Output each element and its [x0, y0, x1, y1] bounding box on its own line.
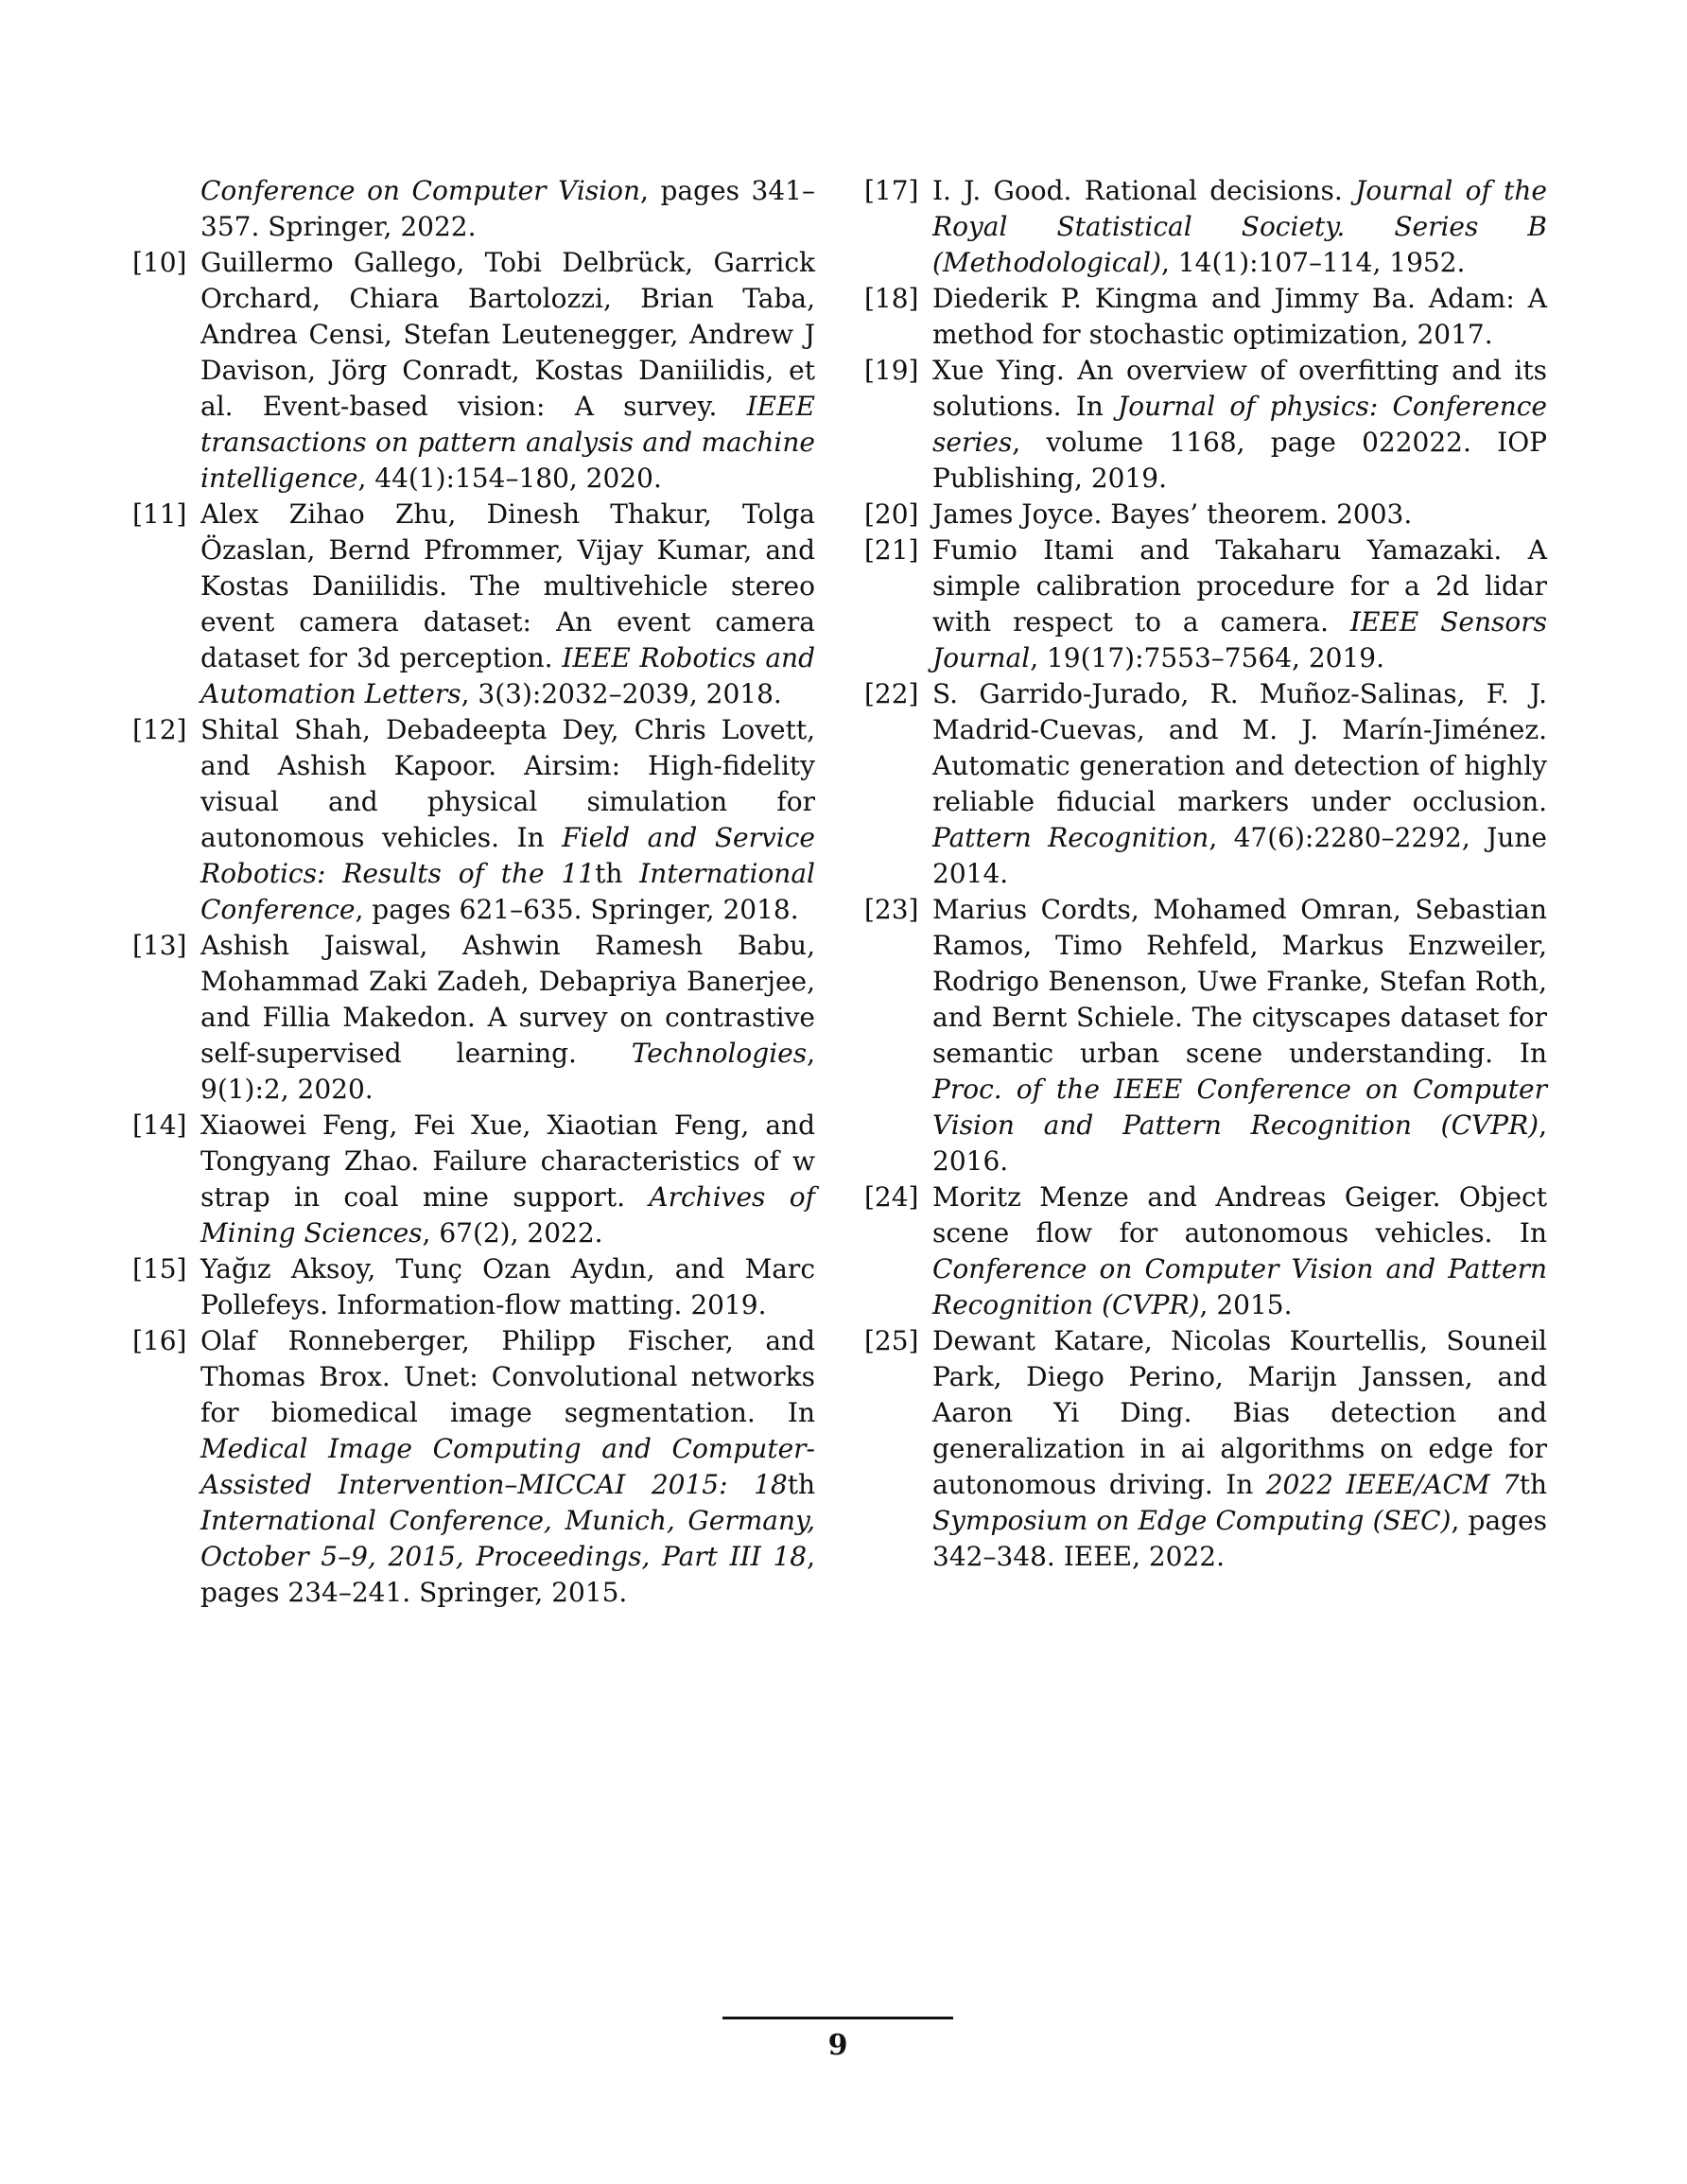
reference-segment: , 9(1):2, 2020.	[200, 1038, 815, 1105]
left-column	[132, 173, 815, 1611]
reference-segment: Ashish Jaiswal, Ashwin Ramesh Babu, Mohammad Zaki Zadeh, Debapriya Banerjee, and Fillia Makedon. A survey on contrastive self-supervised learning.	[200, 930, 815, 1069]
reference-item	[864, 281, 1547, 353]
reference-item	[864, 533, 1547, 676]
reference-number: [24]	[864, 1181, 919, 1213]
reference-number: [11]	[132, 498, 187, 530]
reference-text	[200, 173, 815, 245]
reference-item	[132, 1251, 815, 1323]
reference-item	[864, 1179, 1547, 1323]
reference-italic-segment: 2022 IEEE/ACM 7	[1265, 1469, 1520, 1500]
reference-text	[932, 497, 1547, 533]
reference-segment: Fumio Itami and Takaharu Yamazaki. A simple calibration procedure for a 2d lidar with respect to a camera.	[932, 534, 1547, 638]
reference-segment: Xiaowei Feng, Fei Xue, Xiaotian Feng, and Tongyang Zhao. Failure characteristics of w strap in coal mine support.	[200, 1109, 815, 1213]
reference-segment: Guillermo Gallego, Tobi Delbrück, Garrick Orchard, Chiara Bartolozzi, Brian Taba, Andrea Censi, Stefan Leutenegger, Andrew J Davison, Jörg Conradt, Kostas Daniilidis, et al. Event-based vision: A survey.	[200, 247, 815, 422]
reference-segment: S. Garrido-Jurado, R. Muñoz-Salinas, F. J. Madrid-Cuevas, and M. J. Marín-Jiménez. Automatic generation and detection of highly reliable fiducial markers under occlusion.	[932, 678, 1547, 817]
reference-text	[200, 1108, 815, 1251]
reference-item	[864, 173, 1547, 281]
reference-number: [13]	[132, 930, 187, 961]
reference-segment: , 2015.	[1199, 1289, 1293, 1320]
reference-list-right	[864, 173, 1547, 1575]
reference-text	[200, 245, 815, 497]
reference-text	[932, 676, 1547, 892]
reference-segment: th	[595, 858, 640, 889]
reference-item	[132, 245, 815, 497]
reference-number: [17]	[864, 175, 919, 206]
reference-continuation	[132, 173, 815, 245]
reference-segment: , pages 621–635. Springer, 2018.	[355, 894, 799, 925]
reference-segment: Olaf Ronneberger, Philipp Fischer, and Thomas Brox. Unet: Convolutional networks for biomedical image segmentation. In	[200, 1325, 815, 1428]
reference-segment: Shital Shah, Debadeepta Dey, Chris Lovett, and Ashish Kapoor. Airsim: High-fidelity visual and physical simulation for autonomous vehicles. In	[200, 714, 815, 853]
reference-italic-segment: Field and Service Robotics: Results of the 11	[200, 822, 815, 889]
reference-text	[200, 1251, 815, 1323]
reference-segment: Dewant Katare, Nicolas Kourtellis, Souneil Park, Diego Perino, Marijn Janssen, and Aaron Yi Ding. Bias detection and generalization in ai algorithms on edge for autonomous driving. In	[932, 1325, 1547, 1500]
reference-number: [20]	[864, 498, 919, 530]
reference-segment: th	[1519, 1469, 1548, 1500]
reference-segment: Yağız Aksoy, Tunç Ozan Aydın, and Marc Pollefeys. Information-flow matting. 2019.	[200, 1253, 815, 1320]
reference-number: [25]	[864, 1325, 919, 1356]
reference-segment: Alex Zihao Zhu, Dinesh Thakur, Tolga Özaslan, Bernd Pfrommer, Vijay Kumar, and Kostas Daniilidis. The multivehicle stereo event camera dataset: An event camera dataset for 3d perception.	[200, 498, 815, 673]
reference-segment: th	[787, 1469, 815, 1500]
page-number: 9	[827, 2029, 848, 2062]
reference-italic-segment: Archives of Mining Sciences	[200, 1181, 815, 1249]
reference-segment: , pages 341–357. Springer, 2022.	[200, 175, 815, 242]
reference-number: [14]	[132, 1109, 187, 1141]
reference-number: [12]	[132, 714, 187, 745]
reference-italic-segment: International Conference, Munich, Germany, October 5–9, 2015, Proceedings, Part III 18	[200, 1505, 815, 1572]
reference-segment: , 19(17):7553–7564, 2019.	[1030, 642, 1385, 673]
reference-number: [16]	[132, 1325, 187, 1356]
reference-italic-segment: IEEE Robotics and Automation Letters	[200, 642, 815, 709]
reference-segment: , 3(3):2032–2039, 2018.	[461, 678, 782, 709]
reference-italic-segment: Conference on Computer Vision	[200, 175, 641, 206]
reference-number: [15]	[132, 1253, 187, 1284]
reference-segment: , 44(1):154–180, 2020.	[357, 463, 662, 494]
reference-text	[932, 353, 1547, 497]
reference-item	[864, 497, 1547, 533]
reference-italic-segment: Technologies	[631, 1038, 808, 1069]
reference-segment: I. J. Good. Rational decisions.	[932, 175, 1356, 206]
reference-text	[932, 1323, 1547, 1575]
reference-item	[132, 1323, 815, 1611]
reference-italic-segment: Symposium on Edge Computing (SEC)	[932, 1505, 1452, 1536]
reference-number: [22]	[864, 678, 919, 709]
reference-segment: Xue Ying. An overview of overfitting and its solutions. In	[932, 355, 1547, 422]
reference-segment: Diederik P. Kingma and Jimmy Ba. Adam: A method for stochastic optimization, 2017.	[932, 283, 1547, 350]
reference-item	[864, 353, 1547, 497]
reference-number: [10]	[132, 247, 187, 278]
reference-italic-segment: Journal of physics: Conference series	[932, 391, 1547, 458]
reference-italic-segment: International Conference	[200, 858, 815, 925]
reference-number: [23]	[864, 894, 919, 925]
reference-segment: , pages 342–348. IEEE, 2022.	[932, 1505, 1548, 1572]
reference-item	[864, 892, 1547, 1179]
reference-italic-segment: Pattern Recognition	[932, 822, 1209, 853]
reference-item	[864, 676, 1547, 892]
footer-rule	[722, 2017, 953, 2019]
reference-text	[932, 892, 1547, 1179]
reference-item	[132, 497, 815, 712]
reference-text	[932, 281, 1547, 353]
reference-text	[932, 173, 1547, 281]
reference-italic-segment: IEEE transactions on pattern analysis and machine intelligence	[200, 391, 815, 494]
right-column	[864, 173, 1547, 1575]
reference-segment: Moritz Menze and Andreas Geiger. Object scene flow for autonomous vehicles. In	[932, 1181, 1547, 1249]
reference-text	[200, 712, 815, 928]
reference-item	[132, 1108, 815, 1251]
reference-segment: , pages 234–241. Springer, 2015.	[200, 1541, 815, 1608]
reference-italic-segment: Proc. of the IEEE Conference on Computer Vision and Pattern Recognition (CVPR)	[932, 1074, 1547, 1141]
reference-text	[200, 497, 815, 712]
reference-number: [19]	[864, 355, 919, 386]
reference-segment: , volume 1168, page 022022. IOP Publishing, 2019.	[932, 427, 1547, 494]
reference-italic-segment: Conference on Computer Vision and Pattern Recognition (CVPR)	[932, 1253, 1547, 1320]
reference-item	[864, 1323, 1547, 1575]
reference-list-left	[132, 245, 815, 1611]
reference-italic-segment: Journal of the Royal Statistical Society. Series B (Methodological)	[932, 175, 1547, 278]
reference-segment: , 67(2), 2022.	[422, 1217, 603, 1249]
reference-text	[932, 533, 1547, 676]
reference-item	[132, 712, 815, 928]
reference-italic-segment: IEEE Sensors Journal	[932, 606, 1548, 673]
reference-text	[200, 1323, 815, 1611]
reference-segment: , 14(1):107–114, 1952.	[1161, 247, 1466, 278]
reference-text	[200, 928, 815, 1108]
reference-segment: , 2016.	[932, 1109, 1547, 1177]
reference-item	[132, 928, 815, 1108]
reference-segment: Marius Cordts, Mohamed Omran, Sebastian Ramos, Timo Rehfeld, Markus Enzweiler, Rodrigo Benenson, Uwe Franke, Stefan Roth, and Bernt Schiele. The cityscapes dataset for semantic urban scene understanding. In	[932, 894, 1547, 1069]
reference-segment: , 47(6):2280–2292, June 2014.	[932, 822, 1547, 889]
reference-number: [21]	[864, 534, 919, 566]
reference-text	[932, 1179, 1547, 1323]
reference-italic-segment: Medical Image Computing and Computer-Assisted Intervention–MICCAI 2015: 18	[200, 1433, 815, 1500]
reference-segment: James Joyce. Bayes’ theorem. 2003.	[932, 498, 1413, 530]
reference-number: [18]	[864, 283, 919, 314]
